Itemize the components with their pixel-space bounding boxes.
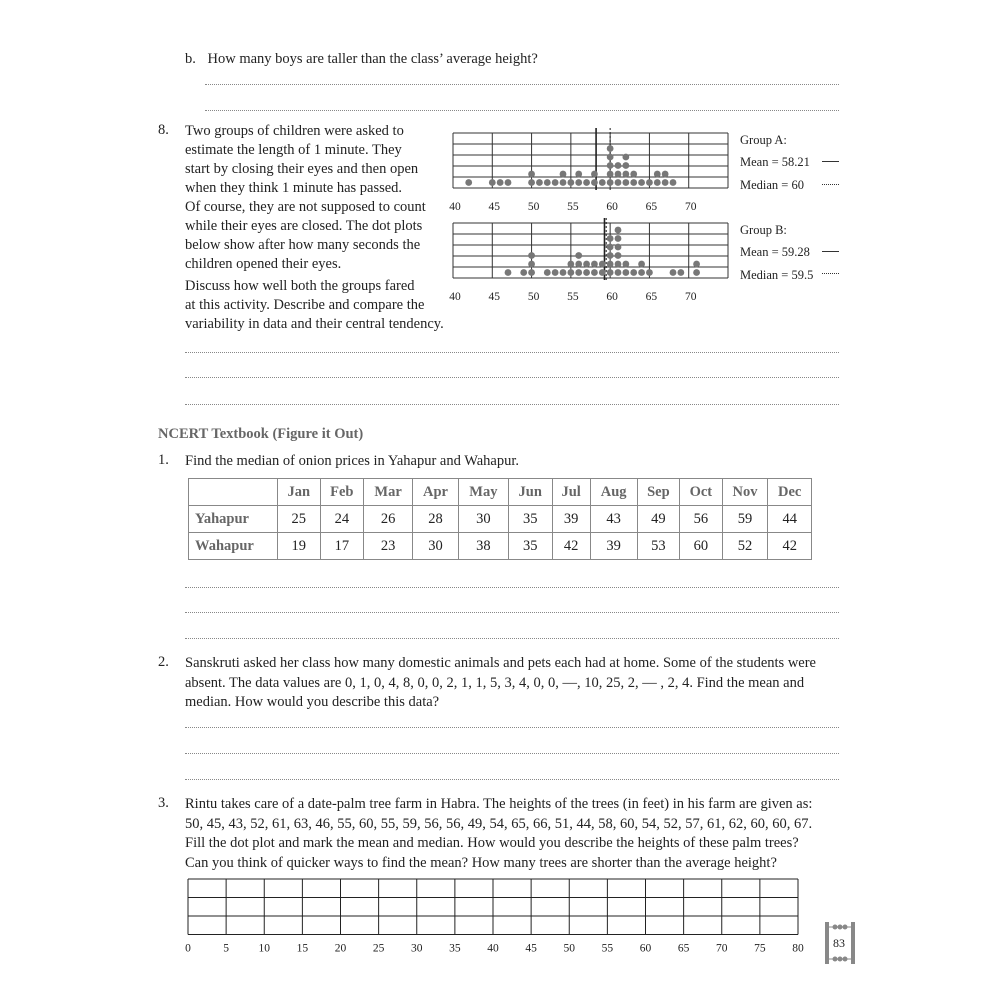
tick-label: 60 — [606, 291, 618, 303]
answer-line[interactable] — [185, 587, 839, 588]
tick-label: 10 — [258, 942, 270, 955]
median-line-key — [822, 273, 839, 274]
data-dot — [622, 261, 629, 268]
question-1-number: 1. — [158, 452, 169, 468]
data-dot — [662, 171, 669, 178]
data-dot — [630, 179, 637, 186]
question-8-discussion-line: at this activity. Describe and compare the — [185, 297, 425, 313]
data-dot — [599, 179, 606, 186]
price-cell: 59 — [722, 506, 768, 533]
data-dot — [567, 269, 574, 276]
data-dot — [607, 252, 614, 259]
question-3-line: 50, 45, 43, 52, 61, 63, 46, 55, 60, 55, 59, 56, 56, 49, 54, 65, 66, 51, 44, 58, 60, 54, 52, 57, 61, 62, 60, 60, 67. — [185, 815, 813, 832]
page-number: 83 — [833, 936, 845, 950]
data-dot — [575, 171, 582, 178]
data-dot — [591, 179, 598, 186]
month-header: Dec — [768, 479, 812, 506]
tick-label: 30 — [411, 942, 423, 955]
tick-label: 55 — [567, 291, 579, 303]
data-dot — [622, 162, 629, 169]
data-dot — [489, 179, 496, 186]
data-dot — [607, 235, 614, 242]
price-cell: 19 — [278, 533, 321, 560]
tick-label: 45 — [488, 201, 501, 213]
data-dot — [607, 171, 614, 178]
month-header: Jul — [552, 479, 590, 506]
tick-label: 60 — [639, 942, 652, 955]
question-8-line: below show after how many seconds the — [185, 237, 421, 253]
tick-label: 60 — [606, 201, 618, 213]
tick-label: 50 — [527, 201, 540, 213]
data-dot — [615, 235, 622, 242]
price-cell: 35 — [508, 533, 552, 560]
question-3-text — [185, 795, 845, 873]
data-dot — [607, 154, 614, 161]
month-header: Feb — [320, 479, 364, 506]
data-dot — [615, 171, 622, 178]
question-b-label: b. — [185, 51, 196, 67]
data-dot — [622, 179, 629, 186]
question-3-line: Rintu takes care of a date-palm tree farm in Habra. The heights of the trees (in feet) in his farm are given as: — [185, 796, 813, 812]
data-dot — [505, 269, 512, 276]
price-cell: 56 — [680, 506, 722, 533]
price-cell: 42 — [552, 533, 590, 560]
data-dot — [560, 269, 567, 276]
section-heading: NCERT Textbook (Figure it Out) — [158, 426, 364, 442]
data-dot — [615, 162, 622, 169]
question-8-discussion — [185, 277, 475, 334]
question-8-line: while their eyes are closed. The dot plots — [185, 218, 423, 234]
tick-label: 50 — [563, 942, 575, 955]
tick-label: 40 — [449, 291, 461, 303]
answer-line[interactable] — [185, 638, 839, 639]
data-dot — [607, 261, 614, 268]
question-8-line: children opened their eyes. — [185, 256, 342, 272]
mean-line-key — [822, 251, 839, 252]
tick-label: 5 — [223, 942, 229, 955]
price-cell: 52 — [722, 533, 768, 560]
price-cell: 30 — [458, 506, 508, 533]
data-dot — [560, 179, 567, 186]
data-dot — [646, 269, 653, 276]
data-dot — [567, 179, 574, 186]
tick-label: 50 — [527, 291, 540, 303]
data-dot — [622, 154, 629, 161]
tick-label: 75 — [754, 942, 766, 955]
data-dot — [544, 179, 551, 186]
price-cell: 39 — [552, 506, 590, 533]
month-header: Jan — [278, 479, 321, 506]
question-8-line: Two groups of children were asked to — [185, 123, 404, 139]
answer-line[interactable] — [205, 110, 839, 111]
data-dot — [505, 179, 512, 186]
group-a-mean-label: Mean = 58.21 — [740, 155, 810, 169]
data-dot — [575, 269, 582, 276]
answer-line[interactable] — [185, 377, 839, 378]
question-b — [185, 50, 538, 69]
data-dot — [583, 179, 590, 186]
data-dot — [638, 261, 645, 268]
month-header: Aug — [590, 479, 637, 506]
group-b-mean-label: Mean = 59.28 — [740, 245, 810, 259]
tick-label: 15 — [296, 942, 309, 955]
month-header: Apr — [413, 479, 459, 506]
table-header-row — [189, 479, 812, 506]
tick-label: 40 — [487, 942, 499, 955]
empty-dot-plot-grid[interactable] — [180, 876, 812, 956]
data-dot — [693, 261, 700, 268]
tick-label: 35 — [449, 942, 461, 955]
answer-line[interactable] — [185, 753, 839, 754]
tick-label: 45 — [488, 291, 501, 303]
table-row — [189, 533, 812, 560]
answer-line[interactable] — [205, 84, 839, 85]
answer-line[interactable] — [185, 612, 839, 613]
group-a-dot-plot — [445, 125, 740, 217]
price-cell: 44 — [768, 506, 812, 533]
price-cell: 28 — [413, 506, 459, 533]
tick-label: 55 — [601, 942, 614, 955]
price-cell: 38 — [458, 533, 508, 560]
data-dot — [670, 269, 677, 276]
question-3-line: Fill the dot plot and mark the mean and median. How would you describe the heights of these palm trees? — [185, 835, 799, 851]
data-dot — [662, 179, 669, 186]
question-8-line: start by closing their eyes and then open — [185, 161, 419, 177]
data-dot — [575, 252, 582, 259]
data-dot — [615, 244, 622, 251]
table-row — [189, 506, 812, 533]
data-dot — [646, 179, 653, 186]
data-dot — [654, 171, 661, 178]
price-cell: 24 — [320, 506, 364, 533]
data-dot — [630, 171, 637, 178]
question-8-line: estimate the length of 1 minute. They — [185, 142, 402, 158]
month-header: Sep — [637, 479, 680, 506]
tick-label: 65 — [645, 201, 658, 213]
question-8-number: 8. — [158, 122, 169, 138]
data-dot — [528, 171, 535, 178]
group-a-title: Group A: — [740, 133, 787, 147]
answer-line[interactable] — [185, 352, 839, 353]
price-cell: 17 — [320, 533, 364, 560]
data-dot — [528, 261, 535, 268]
answer-line[interactable] — [185, 779, 839, 780]
question-8-line: Of course, they are not supposed to count — [185, 199, 426, 215]
data-dot — [607, 179, 614, 186]
price-cell: 25 — [278, 506, 321, 533]
table-corner-cell — [189, 479, 278, 506]
data-dot — [575, 261, 582, 268]
question-2-line: median. How would you describe this data? — [185, 694, 440, 710]
month-header: Mar — [364, 479, 413, 506]
group-b-title: Group B: — [740, 223, 787, 237]
month-header: May — [458, 479, 508, 506]
data-dot — [528, 252, 535, 259]
data-dot — [560, 171, 567, 178]
question-2-line: Sanskruti asked her class how many domestic animals and pets each had at home. Some of the students were — [185, 655, 816, 671]
onion-price-table — [188, 478, 812, 560]
tick-label: 70 — [684, 291, 697, 303]
data-dot — [615, 227, 622, 234]
question-b-text: How many boys are taller than the class’ average height? — [207, 51, 538, 67]
data-dot — [599, 269, 606, 276]
group-b-median-label: Median = 59.5 — [740, 268, 814, 282]
row-label: Wahapur — [189, 533, 278, 560]
data-dot — [528, 179, 535, 186]
tick-label: 55 — [567, 201, 579, 213]
tick-label: 25 — [372, 942, 385, 955]
data-dot — [583, 261, 590, 268]
price-cell: 23 — [364, 533, 413, 560]
data-dot — [607, 162, 614, 169]
price-cell: 42 — [768, 533, 812, 560]
data-dot — [638, 179, 645, 186]
row-label: Yahapur — [189, 506, 278, 533]
question-8-text — [185, 122, 455, 274]
data-dot — [583, 269, 590, 276]
answer-line[interactable] — [185, 404, 839, 405]
tick-label: 65 — [645, 291, 658, 303]
data-dot — [465, 179, 472, 186]
data-dot — [622, 171, 629, 178]
tick-label: 65 — [677, 942, 690, 955]
month-header: Nov — [722, 479, 768, 506]
data-dot — [552, 269, 559, 276]
question-2-line: absent. The data values are 0, 1, 0, 4, 8, 0, 0, 2, 1, 1, 5, 3, 4, 0, 0, —, 10, 25, 2, — , 2, 4. Find the mean and — [185, 674, 805, 691]
question-2-number: 2. — [158, 654, 169, 670]
data-dot — [607, 269, 614, 276]
median-line-key — [822, 184, 839, 185]
price-cell: 53 — [637, 533, 680, 560]
question-8-discussion-line: Discuss how well both the groups fared — [185, 278, 415, 294]
data-dot — [552, 179, 559, 186]
question-8-discussion-line: variability in data and their central tendency. — [185, 316, 444, 332]
data-dot — [607, 244, 614, 251]
data-dot — [693, 269, 700, 276]
data-dot — [670, 179, 677, 186]
price-cell: 43 — [590, 506, 637, 533]
data-dot — [630, 269, 637, 276]
data-dot — [677, 269, 684, 276]
price-cell: 39 — [590, 533, 637, 560]
question-3-number: 3. — [158, 795, 169, 811]
data-dot — [575, 179, 582, 186]
data-dot — [591, 269, 598, 276]
price-cell: 35 — [508, 506, 552, 533]
data-dot — [520, 269, 527, 276]
group-b-dot-plot — [445, 215, 740, 307]
answer-line[interactable] — [185, 727, 839, 728]
data-dot — [622, 269, 629, 276]
tick-label: 80 — [792, 942, 804, 955]
group-a-median-label: Median = 60 — [740, 178, 804, 192]
question-2-text — [185, 654, 845, 713]
data-dot — [615, 261, 622, 268]
data-dot — [615, 179, 622, 186]
data-dot — [607, 145, 614, 152]
tick-label: 20 — [334, 942, 347, 955]
tick-label: 45 — [525, 942, 537, 955]
data-dot — [615, 252, 622, 259]
price-cell: 30 — [413, 533, 459, 560]
data-dot — [599, 261, 606, 268]
tick-label: 70 — [716, 942, 728, 955]
data-dot — [528, 269, 535, 276]
month-header: Jun — [508, 479, 552, 506]
data-dot — [638, 269, 645, 276]
data-dot — [536, 179, 543, 186]
question-8-line: when they think 1 minute has passed. — [185, 180, 403, 196]
tick-label: 70 — [684, 201, 697, 213]
price-cell: 49 — [637, 506, 680, 533]
data-dot — [591, 261, 598, 268]
tick-label: 40 — [449, 201, 461, 213]
question-1-text: Find the median of onion prices in Yahapur and Wahapur. — [185, 453, 520, 469]
data-dot — [497, 179, 504, 186]
question-3-line: Can you think of quicker ways to find the mean? How many trees are shorter than the average height? — [185, 854, 777, 871]
month-header: Oct — [680, 479, 722, 506]
data-dot — [544, 269, 551, 276]
tick-label: 0 — [185, 942, 191, 955]
price-cell: 26 — [364, 506, 413, 533]
data-dot — [615, 269, 622, 276]
data-dot — [567, 261, 574, 268]
price-cell: 60 — [680, 533, 722, 560]
data-dot — [654, 179, 661, 186]
mean-line-key — [822, 161, 839, 162]
data-dot — [591, 171, 598, 178]
